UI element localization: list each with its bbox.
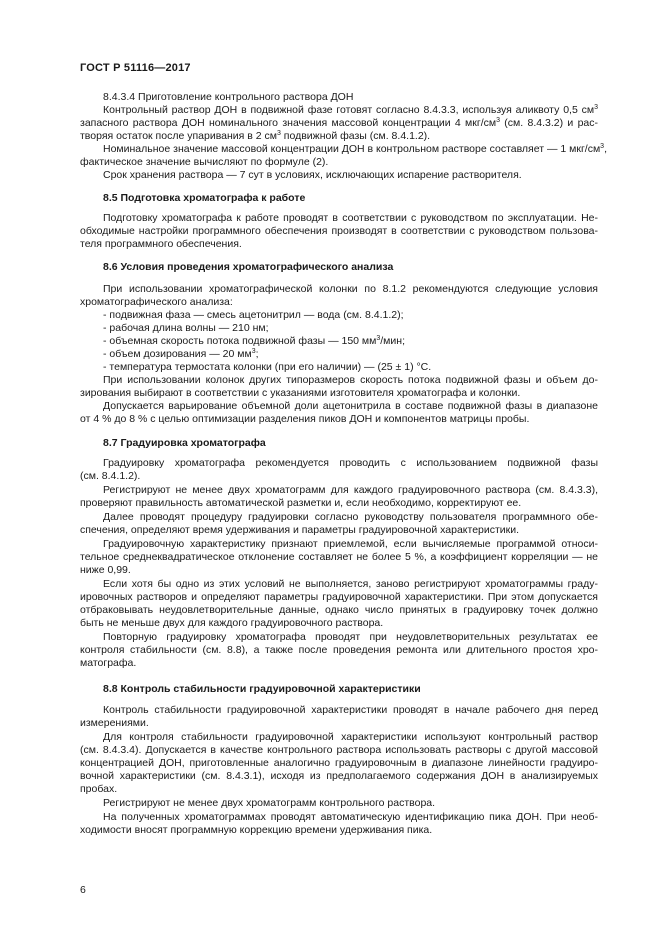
text-run: 8.7 Градуировка хроматографа (103, 437, 266, 449)
text-run: 8.4.3.4 Приготовление контрольного раствора ДОН (103, 91, 354, 103)
text-line (103, 283, 598, 296)
superscript: 3 (376, 335, 381, 342)
text-run: проверяют правильность автоматической разметки и, если необходимо, корректируют ее. (80, 497, 522, 509)
text-run: Градуировочную характеристику признают приемлемой, если вычисляемые программой относи- (103, 538, 598, 550)
text-line (80, 617, 598, 630)
text-line (80, 156, 598, 169)
text-run: Для контроля стабильности градуировочной характеристики используют контрольный раствор (103, 731, 598, 743)
text-run: Подготовку хроматографа к работе проводят в соответствии с руководством по эксплуатации. Не- (103, 212, 598, 224)
text-run: Повторную градуировку хроматографа проводят при неудовлетворительных результатах ее (103, 631, 598, 643)
text-run: ; (255, 348, 259, 360)
text-line (103, 335, 598, 348)
text-line (80, 564, 598, 577)
text-line (80, 744, 598, 757)
text-run: (см. 8.4.3.4). Допускается в качестве контрольного раствора использовать растворы с другой массовой (80, 744, 598, 756)
text-run: теля программного обеспечения. (80, 238, 242, 250)
text-line (103, 104, 598, 117)
text-line (80, 524, 598, 537)
text-run: - подвижная фаза — смесь ацетонитрил — вода (см. 8.4.1.2); (103, 309, 404, 321)
text-line (103, 511, 598, 524)
text-line (103, 348, 598, 361)
text-run: Регистрируют не менее двух хроматограмм для каждого градуировочного раствора (см. 8.4.3.3), (103, 484, 598, 496)
text-line (103, 457, 598, 470)
page-number: 6 (80, 884, 86, 896)
text-line (80, 783, 598, 796)
text-run: Регистрируют не менее двух хроматограмм контрольного раствора. (103, 797, 436, 809)
text-run: На полученных хроматограммах проводят автоматическую идентификацию пика ДОН. При необ- (103, 811, 598, 823)
text-line (103, 91, 598, 104)
text-run: творяя остаток после упаривания в 2 см (80, 130, 277, 142)
section-heading (103, 437, 598, 450)
text-run: - объемная скорость потока подвижной фазы — 150 мм (103, 335, 377, 347)
text-line (103, 169, 598, 182)
superscript: 3 (251, 348, 256, 355)
text-run: 8.8 Контроль стабильности градуировочной характеристики (103, 683, 421, 695)
text-line (103, 811, 598, 824)
text-run: Допускается варьирование объемной доли ацетонитрила в составе подвижной фазы в диапазоне (103, 400, 598, 412)
text-line (103, 322, 598, 335)
text-line (80, 717, 598, 730)
text-line (80, 824, 598, 837)
text-run: Срок хранения раствора — 7 сут в условиях, исключающих испарение растворителя. (103, 169, 522, 181)
text-line (103, 212, 598, 225)
text-line (80, 387, 598, 400)
text-run: - температура термостата колонки (при его наличии) — (25 ± 1) °С. (103, 361, 432, 373)
text-run: Если хотя бы одно из этих условий не выполняется, заново регистрируют хроматограммы граду- (103, 578, 598, 590)
text-line (103, 538, 598, 551)
text-line (80, 551, 598, 564)
text-line (80, 413, 598, 426)
text-line (80, 644, 598, 657)
text-line (80, 591, 598, 604)
text-line (80, 130, 598, 143)
text-run: (см. 8.4.1.2). (80, 470, 141, 482)
text-run: (см. 8.4.3.2) и рас- (500, 117, 598, 129)
text-line (103, 797, 598, 810)
text-run: Далее проводят процедуру градуировки согласно руководству пользователя программного обе- (103, 511, 598, 523)
text-run: вочной характеристики (см. 8.4.3.1), исходя из предполагаемого содержания ДОН в анализируемых (80, 770, 598, 782)
text-run: 8.5 Подготовка хроматографа к работе (103, 192, 306, 204)
text-run: пробах. (80, 783, 118, 795)
text-line (80, 296, 598, 309)
section-heading (103, 192, 598, 205)
section-heading (103, 683, 598, 696)
text-run: измерениями. (80, 717, 149, 729)
text-run: матографа. (80, 657, 137, 669)
text-run: Контрольный раствор ДОН в подвижной фазе готовят согласно 8.4.3.3, используя аликвоту 0,5 см (103, 104, 595, 116)
text-run: - рабочая длина волны — 210 нм; (103, 322, 269, 334)
text-line (80, 757, 598, 770)
text-run: - объем дозирования — 20 мм (103, 348, 252, 360)
text-line (103, 484, 598, 497)
superscript: 3 (600, 143, 605, 150)
text-line (80, 497, 598, 510)
text-run: ировочных растворов и определяют параметры градуировочной характеристики. При этом допускается (80, 591, 598, 603)
text-run: Контроль стабильности градуировочной характеристики проводят в начале рабочего дня перед (103, 704, 598, 716)
section-heading (103, 261, 598, 274)
text-line (80, 770, 598, 783)
text-line (80, 657, 598, 670)
text-run: Номинальное значение массовой концентрации ДОН в контрольном растворе составляет — 1 мкг/см (103, 143, 601, 155)
text-run: При использовании хроматографической колонки по 8.1.2 рекомендуются следующие условия (103, 283, 598, 295)
text-line (80, 117, 598, 130)
text-line (103, 631, 598, 644)
text-run: спечения, определяют время удерживания и параметры градуировочной характеристики. (80, 524, 520, 536)
standard-header: ГОСТ Р 51116—2017 (80, 62, 191, 74)
text-run: ходимости вносят программную коррекцию времени удерживания пика. (80, 824, 433, 836)
text-line (103, 704, 598, 717)
text-line (103, 400, 598, 413)
text-line (103, 309, 598, 322)
text-line (103, 731, 598, 744)
text-run: обходимые настройки программного обеспечения производят в соответствии с руководством пользова- (80, 225, 598, 237)
text-line (80, 238, 598, 251)
superscript: 3 (496, 117, 500, 124)
superscript: 3 (276, 130, 281, 137)
text-line (103, 578, 598, 591)
text-run: ниже 0,99. (80, 564, 131, 576)
superscript: 3 (594, 104, 598, 111)
text-line (80, 604, 598, 617)
text-run: подвижной фазы (см. 8.4.1.2). (280, 130, 431, 142)
text-line (80, 225, 598, 238)
text-run: контроля стабильности (см. 8.8), а также после проведения ремонта или длительного простоя хро- (80, 644, 598, 656)
text-run: Градуировку хроматографа рекомендуется проводить с использованием подвижной фазы (103, 457, 598, 469)
text-run: 8.6 Условия проведения хроматографического анализа (103, 261, 394, 273)
text-run: от 4 % до 8 % с целью оптимизации разделения пиков ДОН и компонентов матрицы пробы. (80, 413, 530, 425)
text-run: , (604, 143, 607, 155)
text-line (103, 361, 598, 374)
text-run: При использовании колонок других типоразмеров скорость потока подвижной фазы и объем до- (103, 374, 598, 386)
text-line (103, 143, 607, 156)
text-run: запасного раствора ДОН номинального значения массовой концентрации 4 мкг/см (80, 117, 497, 129)
text-run: фактическое значение вычисляют по формуле (2). (80, 156, 329, 168)
text-line (103, 374, 598, 387)
text-line (80, 470, 598, 483)
text-run: быть не меньше двух для каждого градуировочного раствора. (80, 617, 384, 629)
text-run: отбраковывать неудовлетворительные данные, однако число принятых в градуировку точек должно (80, 604, 598, 616)
text-run: хроматографического анализа: (80, 296, 233, 308)
text-run: тельное среднеквадратическое отклонение составляет не более 5 %, а коэффициент корреляции — не (80, 551, 598, 563)
text-run: зирования выбирают в соответствии с указаниями изготовителя хроматографа и колонки. (80, 387, 521, 399)
text-run: концентрацией ДОН, приготовленные аналогично градуировочным в диапазоне линейности градуиро- (80, 757, 598, 769)
text-run: /мин; (380, 335, 405, 347)
